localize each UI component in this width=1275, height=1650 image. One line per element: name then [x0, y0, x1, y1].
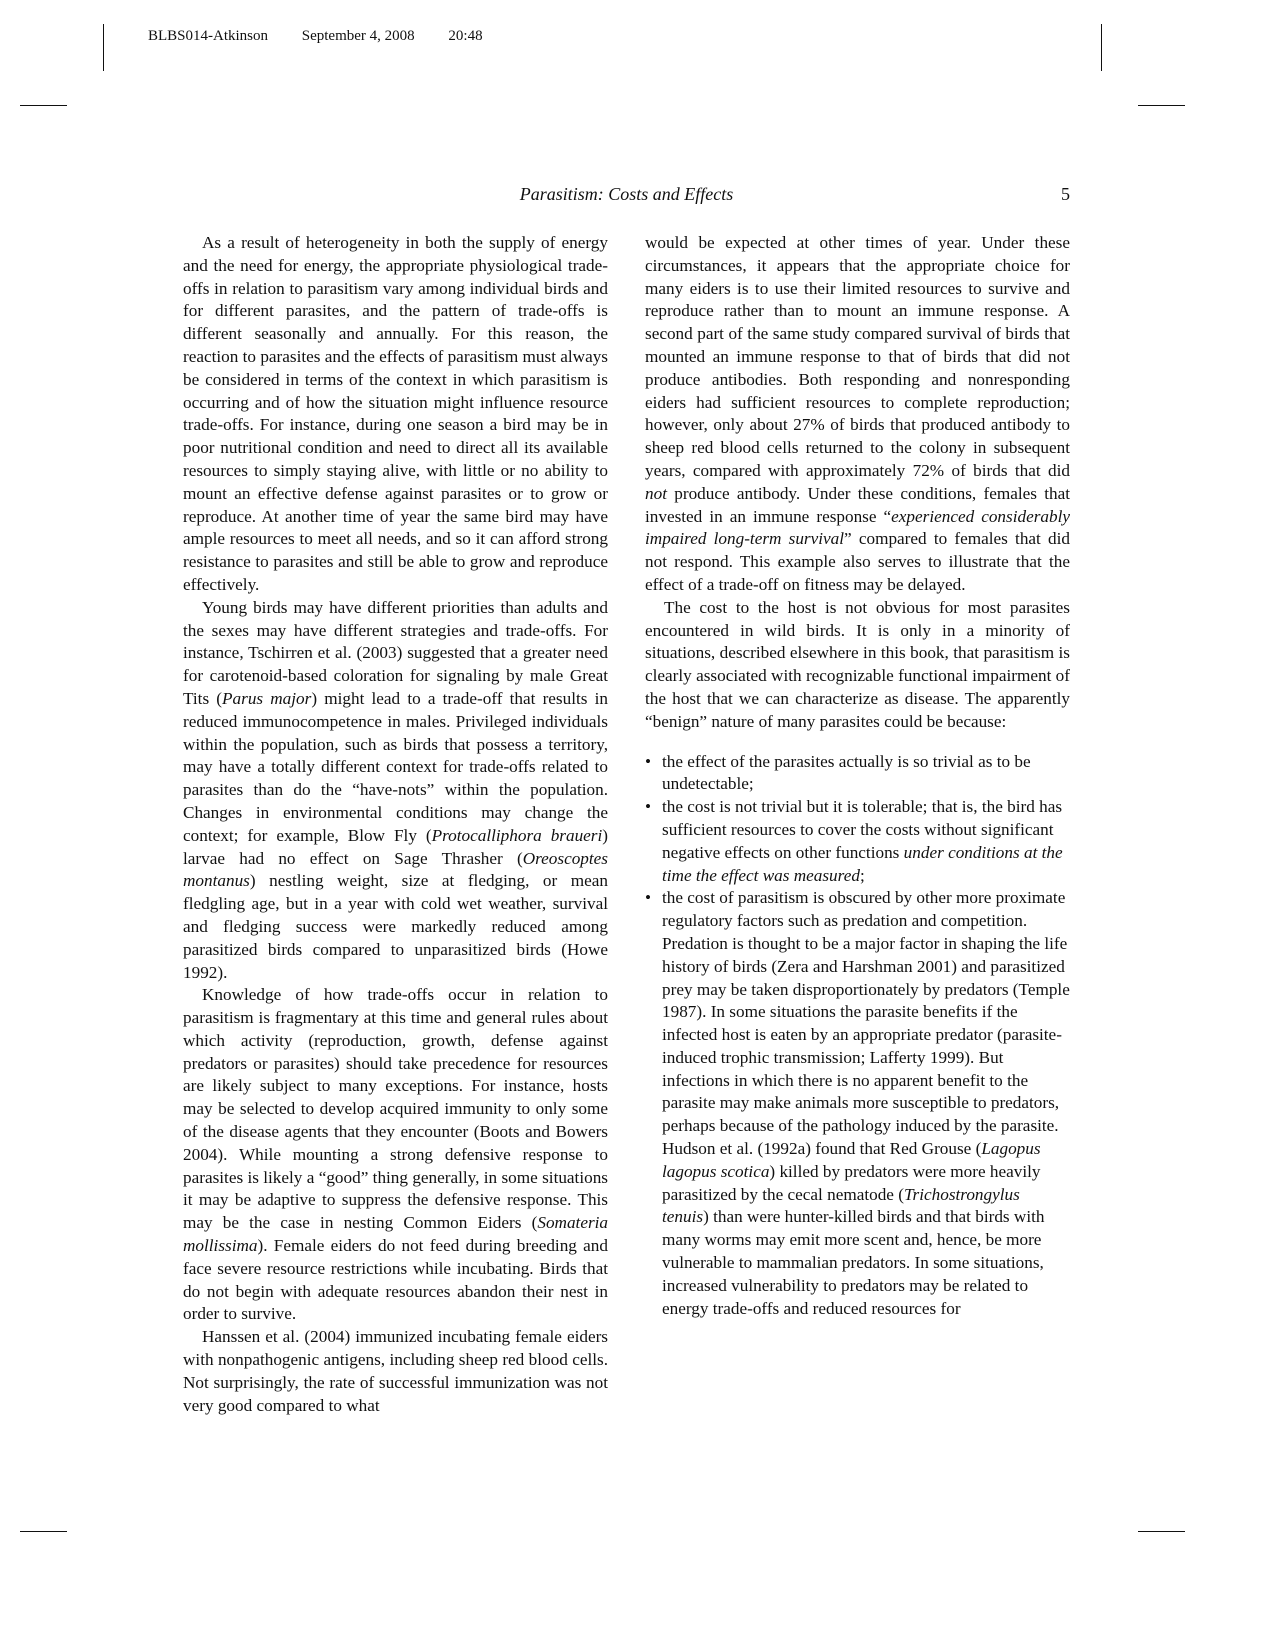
list-item: • the effect of the parasites actually is so trivial as to be undetectable; [645, 751, 1031, 794]
crop-mark-top-left-horizontal [20, 105, 67, 106]
list-item: • the cost of parasitism is obscured by other more proximate regulatory factors such as predation and competition. Predation is thought to be a major factor in shaping the life history of birds (Zera and Harshman 2001) and parasitized prey may be taken disproportionately by predators (Temple 1987). In some situations the parasite benefits if the infected host is eaten by an appropriate predator (parasite-induced trophic transmission; Lafferty 1999). But infections in which there is no apparent benefit to the parasite may make animals more susceptible to predators, perhaps because of the pathology induced by the parasite. Hudson et al. (1992a) found that Red Grouse (Lagopus lagopus scotica) killed by predators were more heavily parasitized by the cecal nematode (Trichostrongylus tenuis) than were hunter-killed birds and that birds with many worms may emit more scent and, hence, be more vulnerable to mammalian predators. In some situations, increased vulnerability to predators may be related to energy trade-offs and reduced resources for [645, 888, 1070, 1318]
crop-mark-bottom-right-horizontal [1138, 1531, 1185, 1532]
page-number: 5 [1061, 184, 1070, 204]
slug-time: 20:48 [448, 28, 483, 44]
running-head-title: Parasitism: Costs and Effects [519, 184, 734, 204]
bullet-icon: • [645, 797, 652, 817]
paragraph: The cost to the host is not obvious for most parasites encountered in wild birds. It is only in a minority of situations, described elsewhere in this book, that parasitism is clearly associated with recognizable functional impairment of the host that we can characterize as disease. The apparently “benign” nature of many parasites could be because: [645, 597, 1070, 731]
slug-date: September 4, 2008 [301, 28, 415, 44]
paragraph: As a result of heterogeneity in both the supply of energy and the need for energy, the appropriate physiological trade-offs in relation to parasitism vary among individual birds and for different parasites, and the pattern of trade-offs is different seasonally and annually. For this reason, the reaction to parasites and the effects of parasitism must always be considered in terms of the context in which parasitism is occurring and of how the situation might influence resource trade-offs. For instance, during one season a bird may be in poor nutritional condition and need to direct all its available resources to simply staying alive, with little or no ability to mount an effective defense against parasites or to grow or reproduce. At another time of year the same bird may have ample resources to meet all needs, and so it can afford strong resistance to parasites and still be able to grow and reproduce effectively. [183, 233, 608, 594]
bullet-icon: • [645, 888, 652, 908]
left-column [183, 232, 608, 1417]
book-code: BLBS014-Atkinson [148, 28, 269, 44]
paragraph: Hanssen et al. (2004) immunized incubating female eiders with nonpathogenic antigens, including sheep red blood cells. Not surprisingly, the rate of successful immunization was not very good compared to what [183, 1327, 608, 1415]
slug-line [148, 28, 513, 45]
paragraph: Young birds may have different priorities than adults and the sexes may have different strategies and trade-offs. For instance, Tschirren et al. (2003) suggested that a greater need for carotenoid-based coloration for signaling by male Great Tits (Parus major) might lead to a trade-off that results in reduced immunocompetence in males. Privileged individuals within the population, such as birds that possess a territory, may have a totally different context for trade-offs related to parasites than do the “have-nots” within the population. Changes in environmental conditions may change the context; for example, Blow Fly (Protocalliphora braueri) larvae had no effect on Sage Thrasher (Oreoscoptes montanus) nestling weight, size at fledging, or mean fledgling age, but in a year with cold wet weather, survival and fledging success were markedly reduced among parasitized birds compared to unparasitized birds (Howe 1992). [183, 597, 608, 982]
paragraph: Knowledge of how trade-offs occur in relation to parasitism is fragmentary at this time and general rules about which activity (reproduction, growth, defense against predators or parasites) should take precedence for resources are likely subject to many exceptions. For instance, hosts may be selected to develop acquired immunity to only some of the disease agents that they encounter (Boots and Bowers 2004). While mounting a strong defensive response to parasites is likely a “good” thing generally, in some situations it may be adaptive to suppress the defensive response. This may be the case in nesting Common Eiders (Somateria mollissima). Female eiders do not feed during breeding and face severe resource restrictions while incubating. Birds that do not begin with adequate resources abandon their nest in order to survive. [183, 985, 608, 1324]
crop-mark-top-right-vertical [1101, 24, 1102, 71]
paragraph: would be expected at other times of year. Under these circumstances, it appears that the appropriate choice for many eiders is to use their limited resources to survive and reproduce rather than to mount an immune response. A second part of the same study compared survival of birds that mounted an immune response to that of birds that did not produce antibodies. Both responding and nonresponding eiders had sufficient resources to complete reproduction; however, only about 27% of birds that produced antibody to sheep red blood cells returned to the colony in subsequent years, compared with approximately 72% of birds that did not produce antibody. Under these conditions, females that invested in an immune response “experienced considerably impaired long-term survival” compared to females that did not respond. This example also serves to illustrate that the effect of a trade-off on fitness may be delayed. [645, 233, 1071, 594]
crop-mark-top-left-vertical [103, 24, 104, 71]
crop-mark-bottom-left-horizontal [20, 1531, 67, 1532]
right-column [645, 232, 1070, 1320]
bullet-icon: • [645, 751, 652, 771]
crop-mark-top-right-horizontal [1138, 105, 1185, 106]
list-item: • the cost is not trivial but it is tolerable; that is, the bird has sufficient resources to cover the costs without significant negative effects on other functions under conditions at the time the effect was measured; [645, 797, 1063, 885]
bullet-list [645, 751, 1070, 1321]
